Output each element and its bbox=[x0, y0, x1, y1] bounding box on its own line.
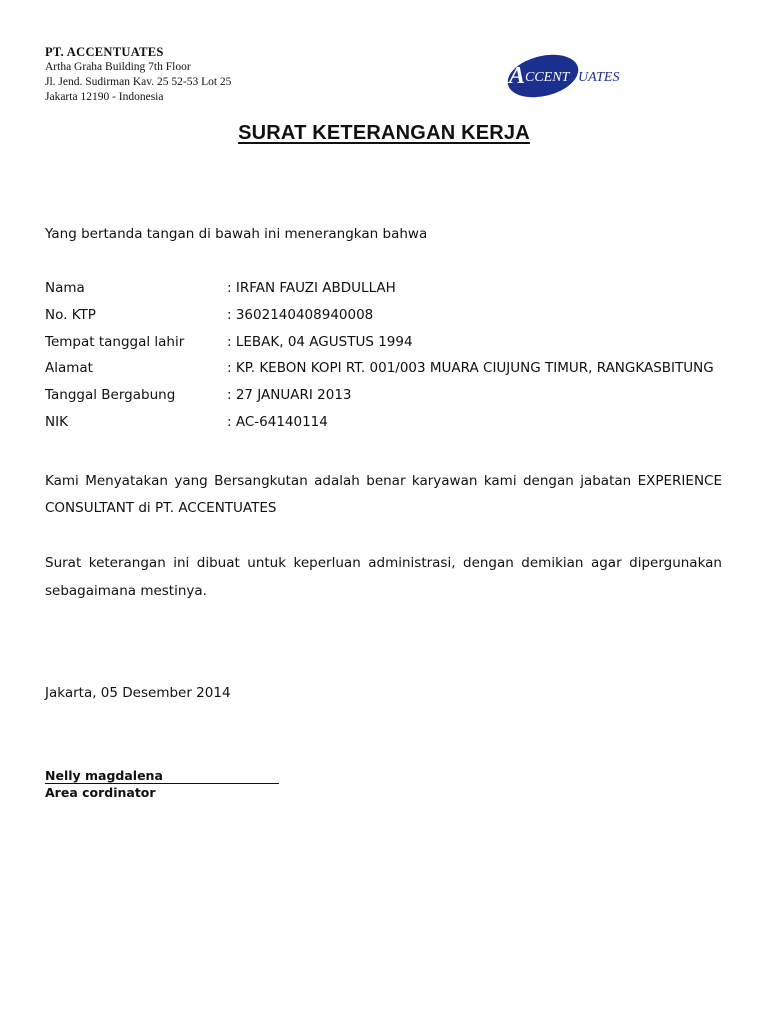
logo-text-outside: UATES bbox=[578, 70, 620, 85]
field-row-nama bbox=[45, 280, 714, 307]
employment-statement: Kami Menyatakan yang Bersangkutan adalah benar karyawan kami dengan jabatan EXPERIENCE CONSULTANT di PT. ACCENTUATES bbox=[45, 473, 722, 516]
signatory-name: Nelly magdalena bbox=[45, 768, 279, 784]
company-logo bbox=[505, 52, 635, 100]
letterhead bbox=[45, 45, 231, 105]
field-value: : LEBAK, 04 AGUSTUS 1994 bbox=[227, 333, 413, 350]
field-label: NIK bbox=[45, 413, 68, 430]
field-label: Nama bbox=[45, 280, 85, 296]
address-line-city: Jakarta 12190 - Indonesia bbox=[45, 91, 164, 103]
signatory-position: Area cordinator bbox=[45, 785, 156, 800]
logo-text-inside: CCENT bbox=[525, 70, 570, 85]
signatory-block bbox=[45, 767, 279, 801]
field-label: No. KTP bbox=[45, 306, 96, 323]
field-row-address bbox=[45, 360, 714, 387]
document-title: SURAT KETERANGAN KERJA bbox=[238, 122, 530, 144]
field-value: : AC-64140114 bbox=[227, 413, 328, 430]
field-label: Tempat tanggal lahir bbox=[45, 333, 185, 350]
field-row-ktp bbox=[45, 307, 714, 334]
closing-paragraph: Surat keterangan ini dibuat untuk keperluan administrasi, dengan demikian agar dipergunakan sebagaimana mestinya. bbox=[45, 555, 722, 599]
address-line-street: Jl. Jend. Sudirman Kav. 25 52-53 Lot 25 bbox=[45, 76, 232, 88]
company-name: PT. ACCENTUATES bbox=[45, 45, 164, 59]
field-row-birth bbox=[45, 334, 714, 361]
field-value: : IRFAN FAUZI ABDULLAH bbox=[227, 280, 396, 296]
address-line-building: Artha Graha Building 7th Floor bbox=[45, 61, 191, 73]
employee-details bbox=[45, 280, 714, 441]
logo-initial: A bbox=[509, 63, 526, 89]
field-row-join-date bbox=[45, 387, 714, 414]
field-value: : KP. KEBON KOPI RT. 001/003 MUARA CIUJUNG TIMUR, RANGKASBITUNG bbox=[227, 360, 714, 377]
field-label: Tanggal Bergabung bbox=[45, 387, 176, 404]
field-value: : 3602140408940008 bbox=[227, 306, 374, 323]
field-label: Alamat bbox=[45, 360, 93, 377]
place-date: Jakarta, 05 Desember 2014 bbox=[45, 685, 231, 701]
field-row-nik bbox=[45, 414, 714, 441]
field-value: : 27 JANUARI 2013 bbox=[227, 387, 352, 404]
intro-text: Yang bertanda tangan di bawah ini menerangkan bahwa bbox=[45, 226, 428, 242]
